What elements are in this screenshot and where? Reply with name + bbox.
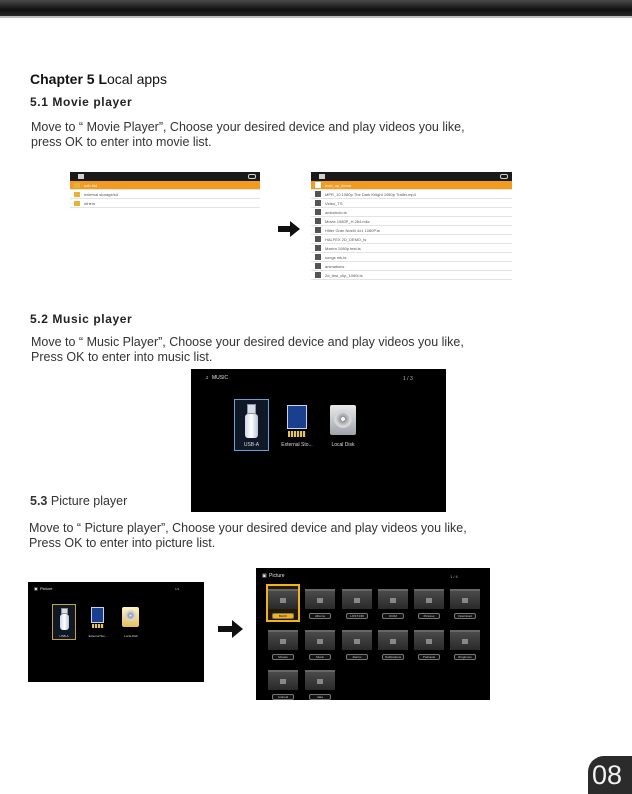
music-instruction-line1: Move to “ Music Player”, Choose your desired device and play videos you like, bbox=[31, 335, 464, 349]
back-icon bbox=[500, 174, 508, 179]
folder-tile[interactable] bbox=[305, 589, 335, 609]
screen-title: MUSIC bbox=[212, 375, 229, 381]
hard-disk-icon[interactable] bbox=[119, 606, 143, 634]
folder-label: Ringtones bbox=[454, 654, 476, 660]
device-label: Local Disk bbox=[331, 442, 355, 448]
picture-folder-screenshot bbox=[256, 568, 490, 700]
music-instruction-line2: Press OK to enter into music list. bbox=[31, 350, 213, 364]
list-item[interactable]: Movie 1080P_H.264.mkv bbox=[311, 217, 512, 226]
folder-tile[interactable] bbox=[378, 589, 408, 609]
list-item[interactable]: external storage/sd bbox=[70, 190, 260, 199]
folder-label: Podcasts bbox=[418, 654, 440, 660]
list-item[interactable]: Hitler Gran Noel4 4x1 1080P.ts bbox=[311, 226, 512, 235]
folder-label: Alarms bbox=[346, 654, 368, 660]
folder-tile[interactable] bbox=[268, 589, 298, 609]
file-icon bbox=[315, 218, 321, 224]
arrow-head bbox=[290, 221, 300, 237]
folder-tile[interactable] bbox=[414, 589, 444, 609]
screen-title-bar bbox=[70, 172, 260, 181]
file-icon bbox=[315, 245, 321, 251]
folder-label: DCIM bbox=[382, 613, 404, 619]
folder-tile[interactable] bbox=[305, 630, 335, 650]
header-bar bbox=[0, 0, 632, 16]
list-item[interactable]: HALFEX 2D_DEMO_ts bbox=[311, 235, 512, 244]
list-item[interactable]: amboholo.ts bbox=[311, 208, 512, 217]
movie-list-screenshot bbox=[311, 172, 512, 284]
movie-heading: 5.1 Movie player bbox=[30, 95, 133, 109]
page-indicator: 1 / 3 bbox=[403, 376, 413, 382]
list-item[interactable]: others bbox=[70, 199, 260, 208]
movie-instruction-line1: Move to “ Movie Player”, Choose your desired device and play videos you like, bbox=[31, 120, 465, 134]
folder-icon bbox=[74, 192, 80, 197]
home-icon bbox=[78, 174, 84, 179]
device-label: External Sto... bbox=[88, 634, 108, 638]
folder-tile[interactable] bbox=[414, 630, 444, 650]
folder-label: BACK bbox=[272, 613, 294, 619]
folder-label: LOST.DIR bbox=[346, 613, 368, 619]
device-label: USB-A bbox=[243, 442, 260, 448]
music-note-icon: ♫ bbox=[205, 375, 209, 381]
music-device-screenshot bbox=[191, 369, 446, 512]
screen-title: Picture bbox=[269, 573, 285, 579]
header-divider bbox=[0, 16, 632, 18]
folder-label: Movies bbox=[272, 654, 294, 660]
file-icon bbox=[315, 227, 321, 233]
page-indicator: 1/3 bbox=[175, 587, 180, 591]
hard-disk-icon[interactable] bbox=[325, 403, 361, 443]
file-icon bbox=[315, 182, 321, 188]
chapter-title: Chapter 5 Local apps bbox=[30, 71, 167, 87]
folder-tile[interactable] bbox=[342, 589, 372, 609]
folder-tile[interactable] bbox=[268, 670, 298, 690]
file-icon bbox=[315, 209, 321, 215]
list-item[interactable]: songs mk.ts bbox=[311, 253, 512, 262]
folder-tile[interactable] bbox=[450, 589, 480, 609]
folder-tile[interactable] bbox=[450, 630, 480, 650]
home-icon bbox=[319, 174, 325, 179]
device-label: External Sto... bbox=[281, 442, 313, 448]
folder-label: Android bbox=[272, 694, 294, 700]
arrow-right-icon bbox=[278, 226, 290, 232]
device-label: Local Disk bbox=[124, 634, 138, 638]
sd-card-icon[interactable] bbox=[86, 606, 110, 634]
picture-icon: ▣ bbox=[262, 573, 267, 579]
picture-device-screenshot bbox=[28, 582, 204, 682]
folder-label: Download bbox=[454, 613, 476, 619]
file-icon bbox=[315, 236, 321, 242]
picture-instruction-line2: Press OK to enter into picture list. bbox=[29, 536, 216, 550]
picture-instruction-line1: Move to “ Picture player”, Choose your desired device and play videos you like, bbox=[29, 521, 467, 535]
list-item[interactable]: Maxim 1080p test.ts bbox=[311, 244, 512, 253]
screen-title: Picture bbox=[40, 586, 53, 591]
folder-label: Notifications bbox=[382, 654, 404, 660]
file-icon bbox=[315, 191, 321, 197]
folder-tile[interactable] bbox=[342, 630, 372, 650]
sd-card-icon[interactable] bbox=[279, 403, 315, 443]
folder-tile[interactable] bbox=[305, 670, 335, 690]
folder-label: Music bbox=[309, 654, 331, 660]
folder-tile[interactable] bbox=[268, 630, 298, 650]
screen-title-bar bbox=[311, 172, 512, 181]
folder-label: Pictures bbox=[418, 613, 440, 619]
list-item[interactable]: animations bbox=[311, 262, 512, 271]
movie-device-screenshot bbox=[70, 172, 260, 212]
list-item[interactable]: mvb_up_items bbox=[311, 181, 512, 190]
page-number: 08 bbox=[592, 760, 623, 790]
list-item[interactable]: usb-hid bbox=[70, 181, 260, 190]
file-icon bbox=[315, 272, 321, 278]
folder-label: data bbox=[309, 694, 331, 700]
arrow-head bbox=[232, 620, 243, 638]
file-icon bbox=[315, 254, 321, 260]
folder-label: Albums bbox=[309, 613, 331, 619]
file-icon bbox=[315, 200, 321, 206]
movie-instruction-line2: press OK to enter into movie list. bbox=[31, 135, 212, 149]
folder-icon bbox=[74, 183, 80, 188]
picture-icon: ▣ bbox=[34, 586, 38, 591]
music-heading: 5.2 Music player bbox=[30, 312, 133, 326]
list-item[interactable]: MPR_10 1080p The Dark Knight 1080p Trailer.mp4 bbox=[311, 190, 512, 199]
page-number-badge bbox=[588, 756, 632, 794]
page-indicator: 1 / 4 bbox=[450, 574, 458, 579]
back-icon bbox=[248, 174, 256, 179]
device-label: USB-A bbox=[59, 634, 69, 638]
folder-icon bbox=[74, 201, 80, 206]
picture-heading: 5.3 Picture player bbox=[30, 494, 128, 508]
folder-tile[interactable] bbox=[378, 630, 408, 650]
arrow-right-icon bbox=[218, 626, 232, 632]
list-item[interactable]: 2d_test_clip_1080i.ts bbox=[311, 271, 512, 280]
list-item[interactable]: Video_TS bbox=[311, 199, 512, 208]
file-icon bbox=[315, 263, 321, 269]
